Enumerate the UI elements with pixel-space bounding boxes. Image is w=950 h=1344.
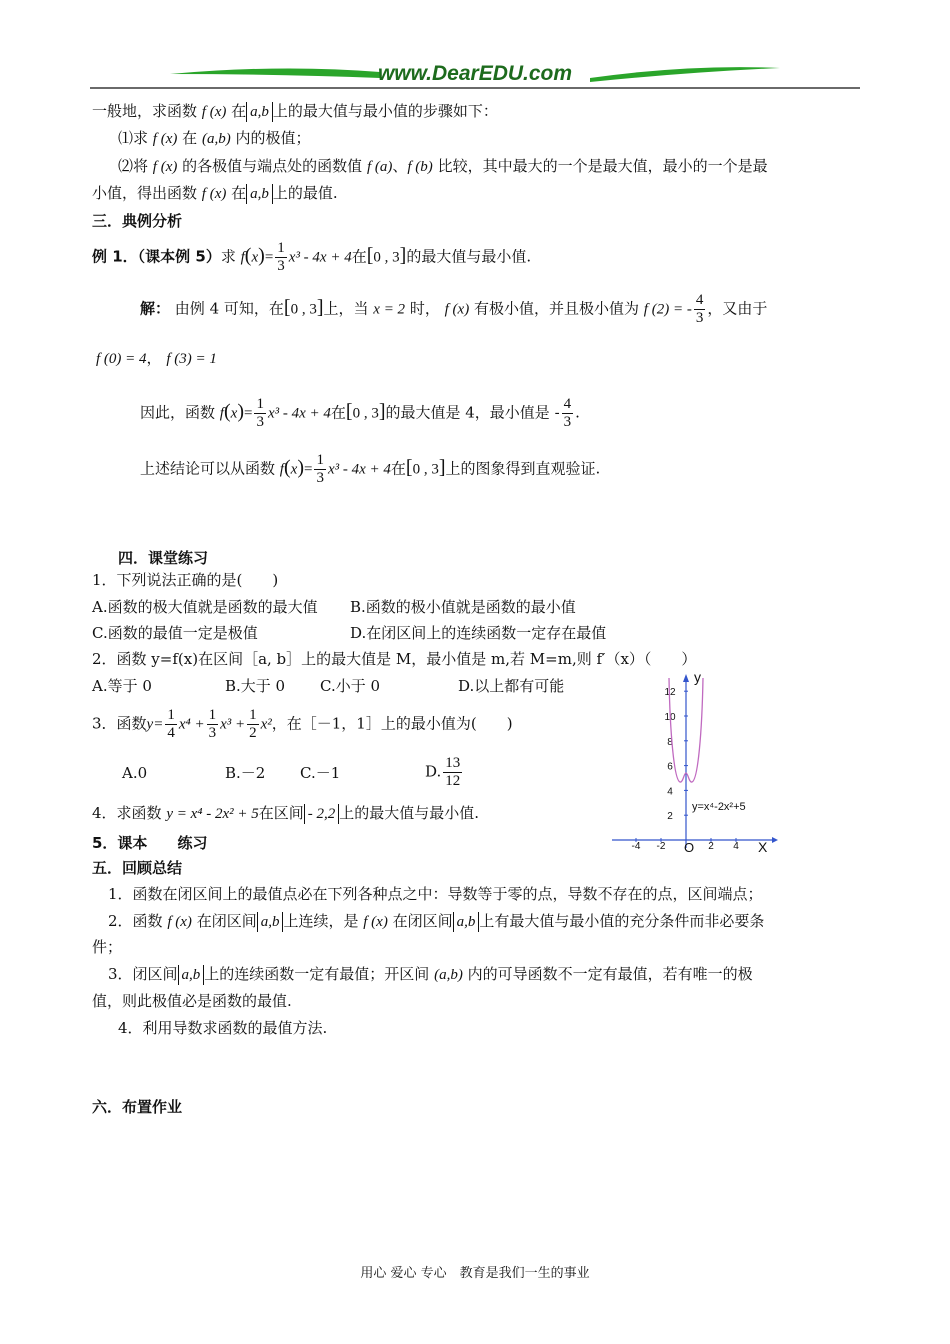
x-tick-label: -2 [656,841,666,852]
section-5-title: 五．回顾总结 [92,859,183,877]
question-5: 5．课本 练习 [92,834,208,852]
page-footer: 用心 爱心 专心 教育是我们一生的事业 [360,1266,590,1281]
y-tick-label: 10 [664,712,676,723]
y-tick-label: 4 [667,786,673,798]
summary-4: 4．利用导数求函数的最值方法. [118,1019,328,1037]
step-2-cont: 小值，得出函数 f (x) 在 a,b 上的最值. [92,184,338,202]
header-banner [90,58,860,92]
summary-3: 3．闭区间 a,b 上的连续函数一定有最值；开区间 (a,b) 内的可导函数不一定有最值，若有唯一的极 [108,965,753,983]
x-tick-label: 4 [733,841,739,852]
x-axis-arrow [772,837,778,843]
solution-line-1: 解： 由例 4 可知，在[0 , 3]上，当 x = 2 时， f (x) 有极小值，并且极小值为 f (2) = - $\frac{4}{3}$ ，又由于 [140,292,768,326]
x-axis-label: X [758,839,768,855]
function-graph [608,672,778,856]
origin-label: O [684,840,695,855]
q3-option-a: A.0 [122,764,148,782]
q2-option-b: B.大于 0 [225,677,286,695]
q1-option-c: C.函数的最值一定是极值 [92,624,258,642]
q3-option-d: D. $\frac{13}{12}$ [425,755,461,789]
q3-option-c: C.－1 [300,764,341,782]
question-2: 2．函数 y=f(x)在区间［a, b］上的最大值是 M，最小值是 m,若 M=m,则 f′（x）（ ） [92,650,697,668]
y-tick-label: 8 [667,736,673,748]
q2-option-c: C.小于 0 [320,677,381,695]
y-axis-arrow [683,674,689,682]
left-swoosh [170,68,380,78]
section-3-title: 三．典例分析 [92,212,183,230]
solution-verify: 上述结论可以从函数 f(x)= $\frac{1}{3}$ x³ - 4x + 4在[0 , 3]上的图象得到直观验证. [140,452,601,486]
steps-intro: 一般地，求函数 f (x) 在 a,b 上的最大值与最小值的步骤如下： [92,102,498,120]
x-tick-label: 2 [708,841,714,852]
question-1: 1．下列说法正确的是( ) [92,571,279,589]
solution-line-2: f (0) = 4， f (3) = 1 [96,349,217,367]
y-axis-label: y [694,672,701,685]
solution-conclusion: 因此，函数 f(x)= $\frac{1}{3}$ x³ - 4x + 4在[0 , 3]的最大值是 4，最小值是 - $\frac{4}{3}$ . [140,396,580,430]
summary-3-cont: 值，则此极值必是函数的最值. [92,992,292,1010]
q2-option-a: A.等于 0 [92,677,152,695]
q1-option-a: A.函数的极大值就是函数的最大值 [92,598,318,616]
y-tick-label: 2 [667,811,673,823]
q3-option-b: B.－2 [225,764,266,782]
y-tick-label: 6 [667,761,673,773]
section-4-title: 四．课堂练习 [118,549,209,567]
question-3: 3．函数y= $\frac{1}{4}$ x⁴ + $\frac{1}{3}$ x³ + $\frac{1}{2}$ x²，在［－1，1］上的最小值为( ) [92,707,513,741]
right-swoosh [590,67,780,82]
q2-option-d: D.以上都有可能 [458,677,565,695]
step-2: ⑵将 f (x) 的各极值与端点处的函数值 f (a)、f (b) 比较，其中最大的一个是最大值，最小的一个是最 [118,157,768,175]
summary-2: 2．函数 f (x) 在闭区间 a,b 上连续，是 f (x) 在闭区间 a,b 上有最大值与最小值的充分条件而非必要条 [108,912,765,930]
y-tick-labels [664,687,688,822]
summary-1: 1．函数在闭区间上的最值点必在下列各种点之中：导数等于零的点，导数不存在的点，区间端点； [108,885,763,903]
header-site-name: www.DearEDU.com [377,62,573,85]
q1-option-b: B.函数的极小值就是函数的最小值 [350,598,576,616]
section-6-title: 六．布置作业 [92,1098,183,1116]
question-4: 4．求函数 y = x⁴ - 2x² + 5在区间 - 2,2 上的最大值与最小值. [92,804,480,822]
example-1: 例 1．（课本例 5）求 f(x)= $\frac{1}{3}$ x³ - 4x + 4在[0 , 3]的最大值与最小值. [92,240,532,274]
step-1: ⑴求 f (x) 在 (a,b) 内的极值； [118,129,311,147]
summary-2-cont: 件； [92,938,123,956]
q1-option-d: D.在闭区间上的连续函数一定存在最值 [350,624,607,642]
y-tick-label: 12 [664,687,676,699]
curve-label: y=x⁴-2x²+5 [692,801,746,813]
x-tick-label: -4 [631,841,641,852]
